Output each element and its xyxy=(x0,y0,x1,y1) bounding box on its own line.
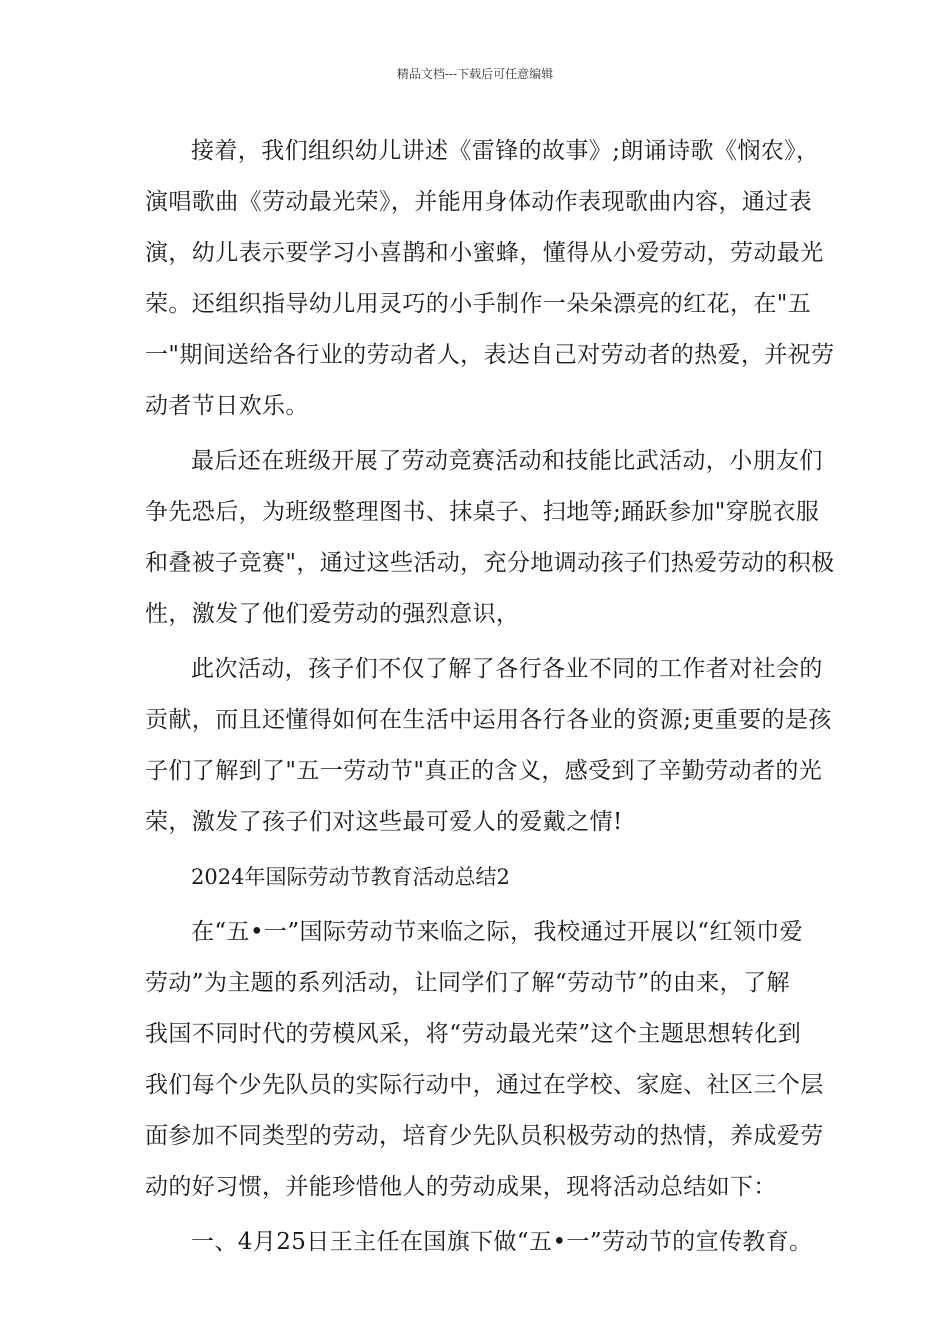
paragraph-line: 演，幼儿表示要学习小喜鹊和小蜜蜂，懂得从小爱劳动，劳动最光 xyxy=(145,240,824,266)
paragraph-line: 一"期间送给各行业的劳动者人，表达自己对劳动者的热爱，并祝劳 xyxy=(145,342,835,368)
paragraph-line: 演唱歌曲《劳动最光荣》，并能用身体动作表现歌曲内容，通过表 xyxy=(145,189,813,215)
paragraph-line: 最后还在班级开展了劳动竞赛活动和技能比武活动，小朋友们 xyxy=(191,448,823,474)
paragraph-4 xyxy=(145,907,824,1213)
paragraph-line: 此次活动，孩子们不仅了解了各行各业不同的工作者对社会的 xyxy=(191,656,823,682)
paragraph-3 xyxy=(145,644,832,848)
paragraph-line: 我们每个少先队员的实际行动中，通过在学校、家庭、社区三个层 xyxy=(145,1072,824,1098)
paragraph-2 xyxy=(145,436,835,640)
paragraph-line: 劳动”为主题的系列活动，让同学们了解“劳动节”的由来，了解 xyxy=(145,970,790,996)
document-body xyxy=(145,126,835,1268)
paragraph-line: 接着，我们组织幼儿讲述《雷锋的故事》;朗诵诗歌《悯农》， xyxy=(191,138,820,164)
paragraph-line: 面参加不同类型的劳动，培育少先队员积极劳动的热情，养成爱劳 xyxy=(145,1123,824,1149)
page-header: 精品文档---下载后可任意编辑 xyxy=(396,67,554,81)
paragraph-line: 争先恐后，为班级整理图书、抹桌子、扫地等;踊跃参加"穿脱衣服 xyxy=(145,499,820,525)
paragraph-1 xyxy=(145,126,835,432)
paragraph-line: 和叠被子竞赛"，通过这些活动，充分地调动孩子们热爱劳动的积极 xyxy=(145,550,835,576)
section-title: 2024年国际劳动节教育活动总结2 xyxy=(191,865,510,889)
paragraph-line: 荣，激发了孩子们对这些最可爱人的爱戴之情! xyxy=(145,809,623,835)
paragraph-line: 动的好习惯，并能珍惜他人的劳动成果，现将活动总结如下： xyxy=(145,1174,777,1200)
paragraph-line: 在“五•一”国际劳动节来临之际，我校通过开展以“红领巾爱 xyxy=(191,919,804,945)
paragraph-line: 子们了解到了"五一劳动节"真正的含义，感受到了辛勤劳动者的光 xyxy=(145,758,823,784)
paragraph-line: 荣。还组织指导幼儿用灵巧的小手制作一朵朵漂亮的红花，在"五 xyxy=(145,291,812,317)
paragraph-line: 一、4月25日王主任在国旗下做“五•一”劳动节的宣传教育。 xyxy=(191,1229,813,1255)
paragraph-line: 动者节日欢乐。 xyxy=(145,393,309,419)
paragraph-line: 我国不同时代的劳模风采，将“劳动最光荣”这个主题思想转化到 xyxy=(145,1021,802,1047)
section-heading xyxy=(145,852,811,903)
paragraph-line: 性，激发了他们爱劳动的强烈意识， xyxy=(145,601,520,627)
paragraph-line: 贡献，而且还懂得如何在生活中运用各行各业的资源;更重要的是孩 xyxy=(145,707,832,733)
paragraph-5 xyxy=(145,1217,811,1268)
